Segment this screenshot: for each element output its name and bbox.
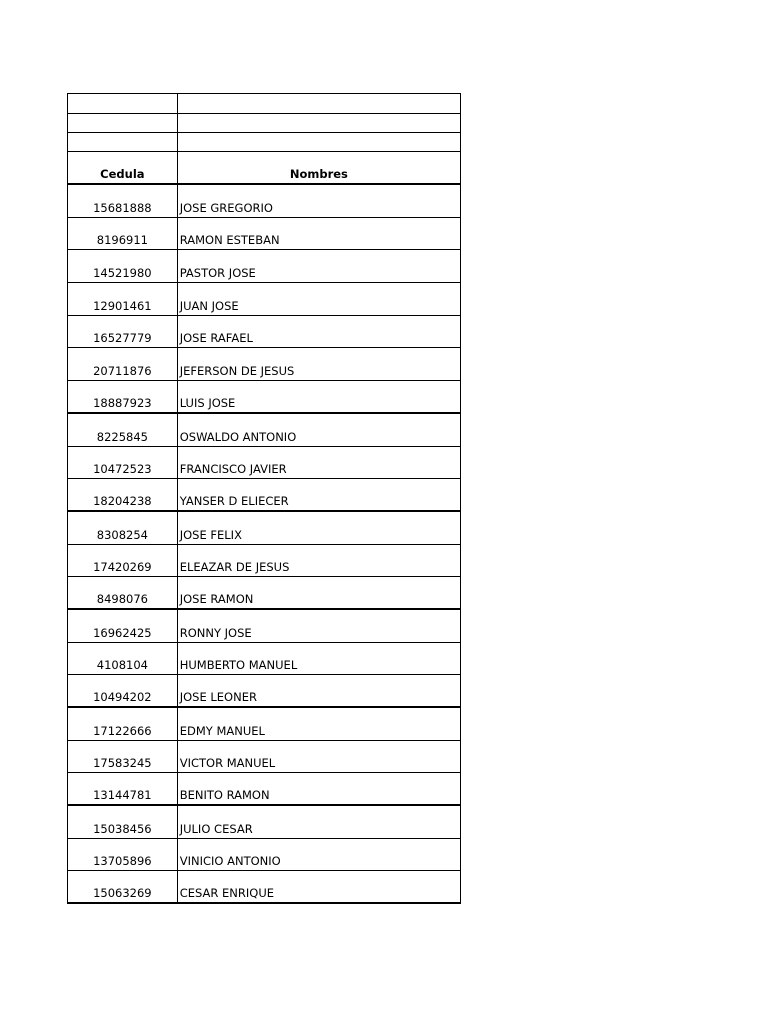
cedula-cell: 18887923 — [68, 381, 178, 412]
cedula-cell: 15681888 — [68, 185, 178, 217]
table-header — [68, 152, 461, 185]
empty-cell — [178, 94, 461, 113]
table-row — [68, 577, 461, 610]
table-row — [68, 414, 461, 447]
table-row — [68, 479, 461, 512]
table-row — [68, 283, 461, 316]
cedula-cell: 18204238 — [68, 479, 178, 510]
table-row — [68, 643, 461, 676]
nombres-cell: YANSER D ELIECER — [178, 479, 461, 510]
nombres-cell: CESAR ENRIQUE — [178, 871, 461, 902]
nombres-cell: HUMBERTO MANUEL — [178, 643, 461, 675]
header-nombres: Nombres — [178, 152, 461, 183]
empty-cell — [68, 133, 178, 151]
cedula-cell: 12901461 — [68, 283, 178, 315]
cedula-cell: 10472523 — [68, 447, 178, 479]
empty-cell — [68, 94, 178, 113]
cedula-cell: 4108104 — [68, 643, 178, 675]
nombres-cell: JULIO CESAR — [178, 806, 461, 838]
table-row — [68, 316, 461, 349]
nombres-cell: JEFERSON DE JESUS — [178, 348, 461, 380]
cedula-cell: 15063269 — [68, 871, 178, 902]
cedula-cell: 14521980 — [68, 250, 178, 282]
nombres-cell: RAMON ESTEBAN — [178, 218, 461, 250]
table-row — [68, 871, 461, 904]
nombres-cell: PASTOR JOSE — [178, 250, 461, 282]
table-row — [68, 218, 461, 251]
nombres-cell: ELEAZAR DE JESUS — [178, 545, 461, 577]
empty-cell — [178, 114, 461, 132]
cedula-cell: 15038456 — [68, 806, 178, 838]
nombres-cell: JUAN JOSE — [178, 283, 461, 315]
cedula-cell: 8308254 — [68, 512, 178, 544]
cedula-cell: 20711876 — [68, 348, 178, 380]
spreadsheet-table — [67, 93, 461, 904]
cedula-cell: 8225845 — [68, 414, 178, 446]
nombres-cell: VINICIO ANTONIO — [178, 839, 461, 871]
nombres-cell: JOSE RAMON — [178, 577, 461, 608]
table-row — [68, 741, 461, 774]
cedula-cell: 8498076 — [68, 577, 178, 608]
nombres-cell: FRANCISCO JAVIER — [178, 447, 461, 479]
nombres-cell: LUIS JOSE — [178, 381, 461, 412]
cedula-cell: 8196911 — [68, 218, 178, 250]
cedula-cell: 16527779 — [68, 316, 178, 348]
nombres-cell: RONNY JOSE — [178, 610, 461, 642]
table-row — [68, 839, 461, 872]
nombres-cell: OSWALDO ANTONIO — [178, 414, 461, 446]
cedula-cell: 17122666 — [68, 708, 178, 740]
nombres-cell: JOSE FELIX — [178, 512, 461, 544]
nombres-cell: BENITO RAMON — [178, 773, 461, 804]
table-row — [68, 447, 461, 480]
table-row — [68, 708, 461, 741]
table-row — [68, 250, 461, 283]
nombres-cell: EDMY MANUEL — [178, 708, 461, 740]
nombres-cell: VICTOR MANUEL — [178, 741, 461, 773]
table-row — [68, 512, 461, 545]
nombres-cell: JOSE RAFAEL — [178, 316, 461, 348]
empty-cell — [178, 133, 461, 151]
table-row — [68, 185, 461, 218]
table-row — [68, 773, 461, 806]
header-cedula: Cedula — [68, 152, 178, 183]
cedula-cell: 13705896 — [68, 839, 178, 871]
nombres-cell: JOSE LEONER — [178, 675, 461, 706]
nombres-cell: JOSE GREGORIO — [178, 185, 461, 217]
cedula-cell: 17583245 — [68, 741, 178, 773]
table-row — [68, 806, 461, 839]
cedula-cell: 10494202 — [68, 675, 178, 706]
cedula-cell: 13144781 — [68, 773, 178, 804]
table-row — [68, 545, 461, 578]
cedula-cell: 17420269 — [68, 545, 178, 577]
empty-row — [68, 94, 461, 114]
empty-cell — [68, 114, 178, 132]
table-row — [68, 675, 461, 708]
table-row — [68, 348, 461, 381]
cedula-cell: 16962425 — [68, 610, 178, 642]
empty-row — [68, 114, 461, 133]
empty-row — [68, 133, 461, 152]
table-row — [68, 381, 461, 414]
table-row — [68, 610, 461, 643]
